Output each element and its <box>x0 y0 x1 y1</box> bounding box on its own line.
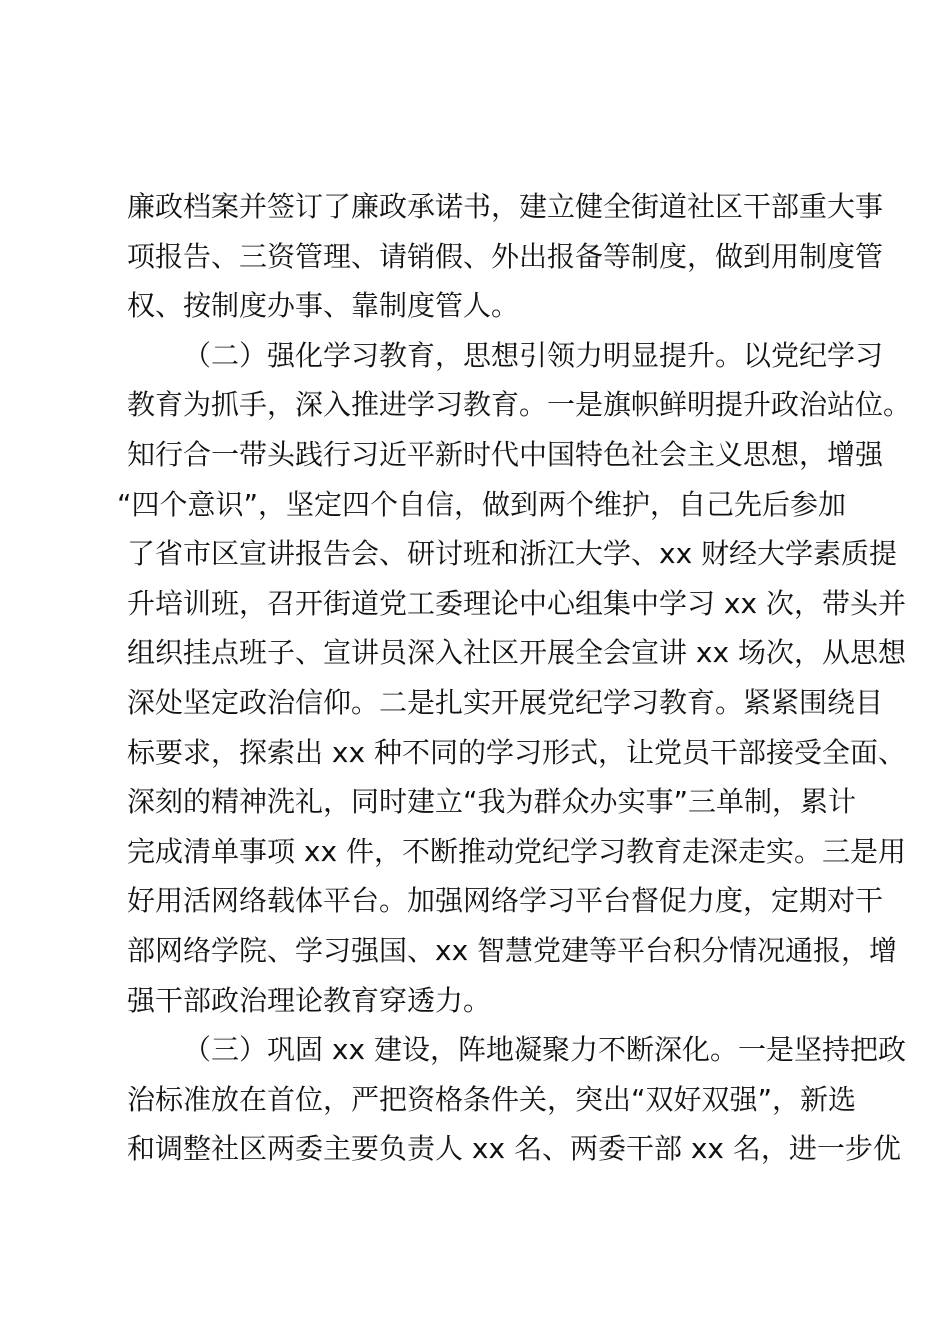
text-line: 深处坚定政治信仰。二是扎实开展党纪学习教育。紧紧围绕目 <box>127 685 884 719</box>
text-line: 了省市区宣讲报告会、研讨班和浙江大学、xx 财经大学素质提 <box>127 537 898 571</box>
section-heading-line: （三）巩固 xx 建设，阵地凝聚力不断深化。一是坚持把政 <box>183 1033 906 1067</box>
text-line: 升培训班，召开街道党工委理论中心组集中学习 xx 次，带头并 <box>127 586 906 620</box>
text-line: 治标准放在首位，严把资格条件关，突出“双好双强”，新选 <box>127 1082 857 1116</box>
text-line: 项报告、三资管理、请销假、外出报备等制度，做到用制度管 <box>127 239 884 273</box>
text-line: 部网络学院、学习强国、xx 智慧党建等平台积分情况通报，增 <box>127 933 898 967</box>
section-heading-line: （二）强化学习教育，思想引领力明显提升。以党纪学习 <box>183 338 884 372</box>
text-line: 知行合一带头践行习近平新时代中国特色社会主义思想，增强 <box>127 437 884 471</box>
text-line: 教育为抓手，深入推进学习教育。一是旗帜鲜明提升政治站位。 <box>127 388 912 422</box>
text-line: 权、按制度办事、靠制度管人。 <box>127 289 520 323</box>
text-line: 好用活网络载体平台。加强网络学习平台督促力度，定期对干 <box>127 884 884 918</box>
text-line: 和调整社区两委主要负责人 xx 名、两委干部 xx 名，进一步优 <box>127 1132 901 1166</box>
text-line: “四个意识”，坚定四个自信，做到两个维护，自己先后参加 <box>117 487 847 521</box>
text-line: 组织挂点班子、宣讲员深入社区开展全会宣讲 xx 场次，从思想 <box>127 636 906 670</box>
text-line: 深刻的精神洗礼，同时建立“我为群众办实事”三单制，累计 <box>127 785 857 819</box>
text-line: 标要求，探索出 xx 种不同的学习形式，让党员干部接受全面、 <box>127 735 906 769</box>
text-line: 廉政档案并签订了廉政承诺书，建立健全街道社区干部重大事 <box>127 190 884 223</box>
body-text <box>117 182 912 1174</box>
text-line: 强干部政治理论教育穿透力。 <box>127 983 492 1017</box>
text-line: 完成清单事项 xx 件，不断推动党纪学习教育走深走实。三是用 <box>127 834 906 868</box>
